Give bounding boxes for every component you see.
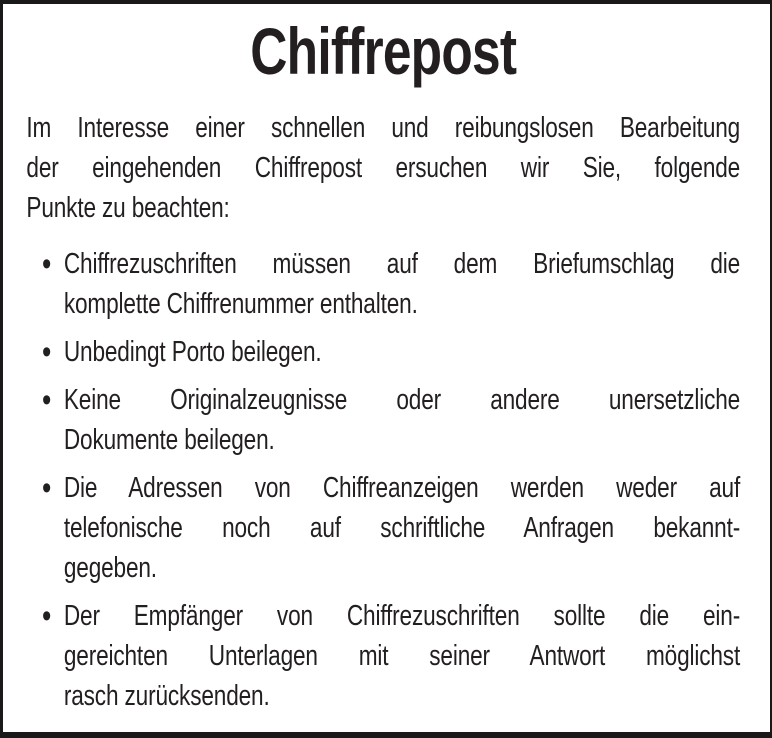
list-item [26,244,740,324]
bullet-icon: • [42,597,52,635]
intro-paragraph [26,108,740,228]
instructions-list [26,244,740,716]
intro-line: Punkte zu beachten: [26,192,230,224]
list-item [26,468,740,588]
item-line: gegeben. [63,552,157,584]
item-line: komplette Chiffrenummer enthalten. [63,288,418,320]
list-item [26,596,740,716]
ad-title: Chiffrepost [250,14,517,88]
item-line: Chiffrezuschriften müssen auf dem Briefumschlag die [63,248,741,280]
ad-content [3,4,770,732]
intro-line: der eingehenden Chiffrepost ersuchen wir Sie, folgende [26,152,741,184]
item-line: Die Adressen von Chiffreanzeigen werden weder auf [63,472,741,504]
list-item [26,332,740,372]
item-line: rasch zurücksenden. [63,680,270,712]
bullet-icon: • [42,245,52,283]
bullet-icon: • [42,469,52,507]
item-line: Unbedingt Porto beilegen. [63,336,322,368]
item-line: gereichten Unterlagen mit seiner Antwort möglichst [63,640,741,672]
intro-line: Im Interesse einer schnellen und reibungslosen Bearbeitung [26,112,741,144]
item-line: Der Empfänger von Chiffrezuschriften sollte die ein- [63,600,741,632]
item-line: telefonische noch auf schriftliche Anfragen bekannt- [63,512,741,544]
item-line: Dokumente beilegen. [63,424,275,456]
list-item [26,380,740,460]
item-line: Keine Originalzeugnisse oder andere unersetzliche [63,384,741,416]
bullet-icon: • [42,333,52,371]
bullet-icon: • [42,381,52,419]
